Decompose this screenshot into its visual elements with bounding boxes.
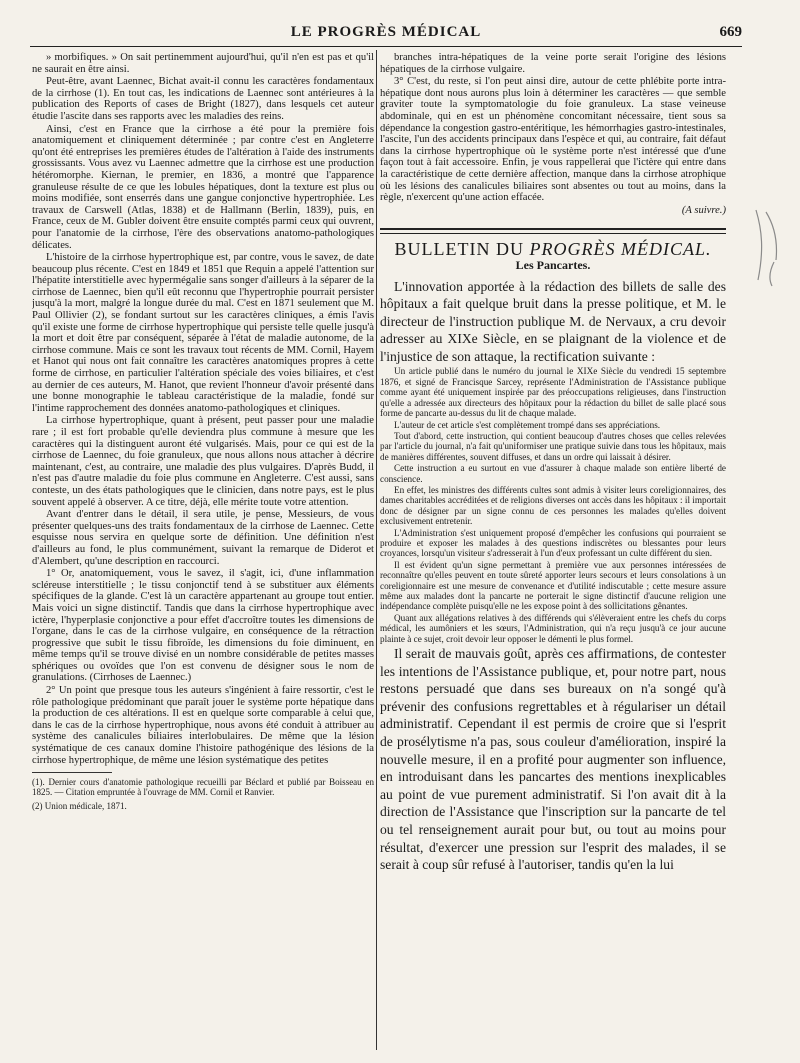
bulletin-rule bbox=[380, 228, 726, 234]
intro-paragraph: L'innovation apportée à la rédaction des billets de salle des hôpitaux a fait quelque bruit dans la presse politique, et M. le directeur de l'instruction publique M. de Nervaux, a cru devoir adresser au XIXe Siècle, en se plaignant de la violence et de l'injustice de son attaque, la rectification suivante : bbox=[380, 278, 726, 364]
page-number: 669 bbox=[719, 24, 742, 40]
column-divider bbox=[376, 50, 377, 1050]
quote-paragraph: Quant aux allégations relatives à des différends qui s'élèveraient entre les chefs du corps médical, les aumôniers et les sœurs, l'Administration, qui n'a reçu jusqu'à ce jour aucune plainte à ce sujet, croit devoir leur opposer le démenti le plus formel. bbox=[380, 612, 726, 644]
paragraph: 3° C'est, du reste, si l'on peut ainsi dire, autour de cette phlébite porte intra-hépatique dont nous aurons plus loin à déterminer les caractères — que semble graviter toute la symptomatologie du foie granuleux. La stase veineuse abdominale, qui en est un phénomène concomitant nécessaire, tient sous sa dépendance la congestion gastro-entéritique, les hémorrhagies gastro-intestinales, l'ascite, l'un des accidents principaux dans l'espèce et qui, au contraire, fait défaut dans la cirrhose hypertrophique où le système porte n'est intéressé que d'une façon tout à fait accessoire. Enfin, je vous rappellerai que l'ictère qui entre dans la caractéristique de cette dernière affection, manque dans la cirrhose atrophique où les lésions des canalicules biliaires sont absentes ou tout au moins, dans la règle, n'exercent qu'une action effacée. bbox=[380, 76, 726, 204]
footnote: (2) Union médicale, 1871. bbox=[32, 801, 127, 812]
handwritten-annotation bbox=[748, 200, 788, 290]
quote-paragraph: L'auteur de cet article s'est complètement trompé dans ses appréciations. bbox=[394, 419, 661, 430]
bulletin-title-prefix: BULLETIN DU bbox=[394, 239, 524, 260]
to-follow-note: (A suivre.) bbox=[681, 204, 726, 216]
bulletin-title bbox=[380, 239, 726, 260]
paragraph: La cirrhose hypertrophique, quant à présent, peut passer pour une maladie rare ; il est fort probable qu'elle deviendra plus commune à mesure que les caractères qui la distinguent auront été vulgarisés. Mais, pour ce qui est de la cirrhose de Laennec, du foie granuleux, que nous allons nous attacher à décrire maintenant, c'est, au contraire, une maladie des plus vulgaires. D'après Budd, il n'est pas d'autre maladie du foie plus commune en Angleterre. C'est aussi, sans conteste, un des états pathologiques que le clinicien, dans notre pays, est le plus souvent appelé à observer. A ce titre, déjà, elle mérite toute votre attention. bbox=[32, 415, 374, 508]
quote-paragraph: Cette instruction a eu surtout en vue d'assurer à chaque malade son entière liberté de conscience. bbox=[380, 463, 726, 484]
header-rule bbox=[30, 46, 742, 47]
quote-paragraph: En effet, les ministres des différents cultes sont admis à visiter leurs coreligionnaires, des dames charitables accréditées et de religions diverses ont accès dans les hôpitaux : il importait donc de désigner par un signe connu de ces personnes les malades qu'elles doivent exclusivement entretenir. bbox=[380, 484, 726, 527]
closing-paragraph: Il serait de mauvais goût, après ces affirmations, de contester les intentions de l'Assistance publique, et, pour notre part, nous restons persuadé que dans ses bureaux on n'a songé qu'à prévenir des confusions regrettables et à régulariser un détail administratif. Cependant il est permis de croire que si l'esprit de prosélytisme n'a pas, sous couleur d'amélioration, inspiré la nouvelle mesure, il en a profité pour augmenter son influence, en introduisant dans les pancartes des mentions inexplicables au point de vue purement administratif. Si l'on avait dit à la direction de l'Assistance que l'inscription sur la pancarte de tel ou tel renseignement aurait pour but, ou tout au moins pour résultat, d'exercer une pression sur l'esprit des malades, il se serait à coup sûr refusé à l'autoriser, tandis qu'en la lui bbox=[380, 646, 726, 873]
paragraph: 2° Un point que presque tous les auteurs s'ingénient à faire ressortir, c'est le rôle pathologique prédominant que paraît jouer le système porte hépatique dans la production de ces altérations. Il est en quelque sorte comparable à celui que, dans le cas de la cirrhose hypertrophique, nous avons été conduit à attribuer au système des canalicules biliaires interlobulaires. De même que la lésion systématique de ces canaux domine l'histoire pathogénique des lésions de la cirrhose hypertrophique, de même une lésion systématique des petites bbox=[32, 685, 374, 766]
quote-paragraph: Un article publié dans le numéro du journal le XIXe Siècle du vendredi 15 septembre 1876, et signé de Francisque Sarcey, représente l'Administration de l'Assistance publique comme ayant été uniquement inspirée par des préoccupations religieuses, dans l'instruction qu'elle a adressée aux directeurs des hôpitaux pour la rédaction du billet de salle placé sous forme de pancarte au-dessus du lit de chaque malade. bbox=[380, 366, 726, 419]
paragraph: branches intra-hépatiques de la veine porte serait l'origine des lésions hépatiques de la cirrhose vulgaire. bbox=[380, 52, 726, 75]
paragraph: 1° Or, anatomiquement, vous le savez, il s'agit, ici, d'une inflammation scléreuse interstitielle ; le tissu conjonctif tend à se substituer aux éléments spécifiques de la glande. C'est là un caractère appartenant au groupe tout entier. Mais voici un signe distinctif. Tandis que dans la cirrhose hypertrophique avec ictère, l'hyperplasie conjonctive a pour effet d'accroître toutes les dimensions de l'organe, dans le cas de la cirrhose vulgaire, en conséquence de la rétraction progressive que subit le tissu fibroïde, les dimensions du foie diminuent, en même temps qu'il se trouve divisé en un nombre considérable de petites masses sphériques ou ovoïdes que l'on est convenu de désigner sous le nom de granulations. (Cirrhoses de Laennec.) bbox=[32, 568, 374, 684]
paragraph: L'histoire de la cirrhose hypertrophique est, par contre, vous le savez, de date beaucoup plus récente. C'est en 1849 et 1851 que Requin a appelé l'attention sur l'hépatite interstitielle avec hypermégalie sans songer d'ailleurs à la séparer de la cirrhose de Laennec, bien qu'il eût reconnu que l'hypertrophie pourrait persister jusqu'à la mort, malgré la longue durée du mal. C'est en 1871 seulement que M. Paul Ollivier (2), se fondant surtout sur les caractères cliniques, a émis l'avis qu'il existe une forme de cirrhose hypertrophique qui persiste telle quelle jusqu'à la mort et doit être par conséquent, séparée à l'état de maladie autonome, de la cirrhose commune. Mais ce sont les travaux tout récents de MM. Cornil, Hayem et Hanot qui nous ont fait connaître les caractères anatomiques propres à cette forme de cirrhose, en particulier l'altération spéciale des voies biliaires, et c'est au dernier de ces auteurs, M. Hanot, que revient l'honneur d'avoir présenté dans une bonne monographie le tableau caractéristique de la maladie, fondé sur l'intime rapprochement des données anatomo-pathologiques et cliniques. bbox=[32, 252, 374, 414]
footnote: (1). Dernier cours d'anatomie pathologique recueilli par Béclard et publié par Boisseau en 1825. — Citation empruntée à l'ouvrage de MM. Cornil et Ranvier. bbox=[32, 777, 374, 798]
quote-paragraph: Tout d'abord, cette instruction, qui contient beaucoup d'autres choses que celles relevées par l'article du journal, n'a fait qu'uniformiser une pratique suivie dans tous les hôpitaux, mais de manières différentes, souvent diffuses, et dans un ordre qui laissait à désirer. bbox=[380, 430, 726, 462]
paragraph: Avant d'entrer dans le détail, il sera utile, je pense, Messieurs, de vous présenter quelques-uns des traits fondamentaux de la cirrhose de Laennec. Cette esquisse nous servira en quelque sorte de définition. Une définition n'est d'ailleurs au fond, le plus communément, suivant la remarque de Diderot et d'Alembert, qu'une description en raccourci. bbox=[32, 509, 374, 567]
paragraph: Peut-être, avant Laennec, Bichat avait-il connu les caractères fondamentaux de la cirrhose (1). En tout cas, les indications de Laennec sont antérieures à la publication des Reports of cases de Bright (1827), dans lesquels cet auteur étudie l'ascite dans ses rapports avec les maladies des reins. bbox=[32, 76, 374, 122]
right-column bbox=[380, 52, 726, 1052]
left-column bbox=[32, 52, 374, 1052]
paragraph: » morbifiques. » On sait pertinemment aujourd'hui, qu'il n'en est pas et qu'il ne saurait en être ainsi. bbox=[32, 52, 374, 75]
quote-paragraph: L'Administration s'est uniquement proposé d'empêcher les confusions qui pourraient se produire et exposer les malades à des questions indiscrètes ou blessantes pour leurs croyances, lorsqu'un visiteur s'adresserait à l'un d'eux professant un culte différent du sien. bbox=[380, 527, 726, 559]
quote-paragraph: Il est évident qu'un signe permettant à première vue aux personnes intéressées de reconnaître qu'elles peuvent en toute sûreté apporter leurs secours et leurs consolations à un coreligionnaire est une mesure de convenance et d'utilité indiscutable ; cette mesure assure même aux malades dont la pancarte ne porterait le signe distinctif d'aucune religion une indépendance complète puisqu'elle ne les expose point à des sollicitations gênantes. bbox=[380, 559, 726, 612]
footnote-rule bbox=[32, 772, 112, 773]
paragraph: Ainsi, c'est en France que la cirrhose a été pour la première fois anatomiquement et cliniquement déterminée ; par contre c'est en Angleterre qu'ont été entreprises les premières études de l'altération à l'aide des instruments grossissants. Vous avez vu Laennec admettre que la cirrhose est une production hétéromorphe. Kiernan, le premier, en 1836, a montré que l'apparence granuleuse résulte de ce que les lobules hépatiques, dont la texture est plus ou moins modifiée, sont enserrés dans une gangue conjonctive hypertrophiée. Les travaux de Carswell (Atlas, 1838) et de Hallmann (Berlin, 1839), puis, en France, ceux de M. Gubler doivent être ensuite comptés parmi ceux qui ouvrent, pour l'anatomie de la cirrhose, l'ère des observations anatomo-pathologiques délicates. bbox=[32, 123, 374, 251]
journal-title: LE PROGRÈS MÉDICAL bbox=[290, 24, 482, 40]
page-header bbox=[30, 24, 742, 44]
bulletin-title-journal: PROGRÈS MÉDICAL. bbox=[529, 239, 712, 260]
article-subhead: Les Pancartes. bbox=[515, 257, 591, 272]
